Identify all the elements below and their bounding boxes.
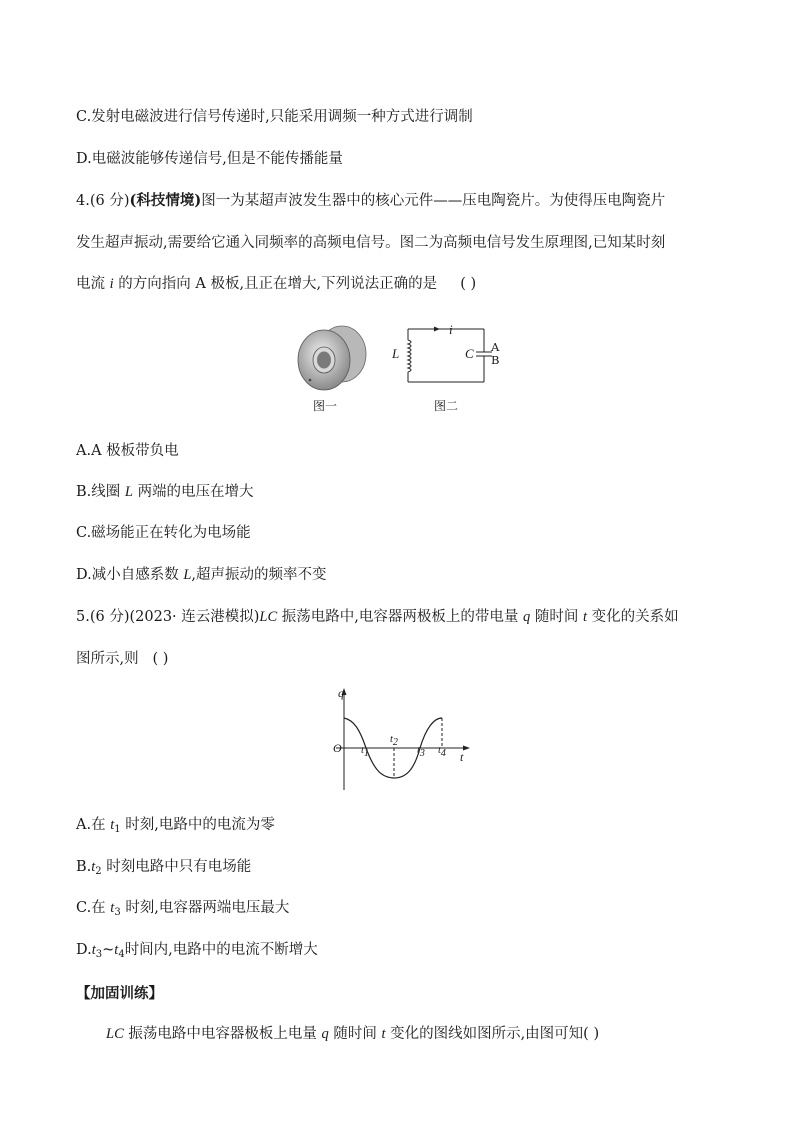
q4-tag: (科技情境): [129, 192, 202, 209]
fig1-caption: 图一: [313, 399, 338, 413]
fig2-caption: 图二: [434, 399, 459, 413]
q4-option-b: B.线圈 L 两端的电压在增大: [76, 484, 254, 500]
reinforcement-title: 【加固训练】: [76, 985, 163, 1002]
inductor-label-L: L: [392, 346, 400, 361]
current-label-i: i: [449, 322, 453, 337]
q5-option-d: $D.t_3\sim t_4$时间内,电路中的电流不断增大: [76, 942, 318, 960]
q4-option-d: D.减小自感系数 L,超声振动的频率不变: [76, 567, 327, 583]
axis-label-t: t: [460, 750, 464, 764]
q-t-graph: [326, 686, 476, 796]
plate-label-A: A: [491, 340, 500, 354]
q4-stem-line2: 发生超声振动,需要给它通入同频率的高频电信号。图二为高频电信号发生原理图,已知某时刻: [76, 235, 666, 251]
lc-circuit-diagram: [386, 320, 506, 392]
q4-number: 4.(6 分): [76, 193, 130, 209]
q4-stem-text1: 图一为某超声波发生器中的核心元件——压电陶瓷片。为使得压电陶瓷片: [201, 193, 666, 209]
capacitor-label-C: C: [465, 346, 474, 361]
q3-option-c: C.发射电磁波进行信号传递时,只能采用调频一种方式进行调制: [76, 109, 473, 125]
reinforcement-stem: LC 振荡电路中电容器极板上电量 q 随时间 t 变化的图线如图所示,由图可知( ): [106, 1026, 600, 1042]
q4-stem-line3: 电流 i 的方向指向 A 极板,且正在增大,下列说法正确的是 ( ): [76, 276, 477, 292]
axis-label-q: q: [338, 686, 344, 700]
q5-option-b: $B.t_2$ 时刻电路中只有电场能: [76, 859, 252, 877]
tick-label-t4: $t_4$: [438, 745, 446, 759]
q3-option-d: D.电磁波能够传递信号,但是不能传播能量: [76, 151, 343, 167]
q5-option-a: A.在 $t_1$ 时刻,电路中的电流为零: [76, 817, 275, 835]
tick-label-t2: $t_2$: [390, 734, 398, 748]
q5-answer-paren: ( ): [152, 651, 169, 667]
q4-stem-line1: [76, 191, 665, 211]
q5-option-c: C.在 $t_3$ 时刻,电容器两端电压最大: [76, 900, 290, 918]
q5-stem-line1: 5.(6 分)(2023· 连云港模拟)LC 振荡电路中,电容器两极板上的带电量 q 随时间 t 变化的关系如: [76, 609, 679, 625]
q5-number: 5.(6 分)(2023· 连云港模拟): [76, 609, 260, 625]
tick-label-t3: $t_3$: [417, 745, 425, 759]
tick-label-t1: $t_1$: [361, 745, 369, 759]
origin-label-O: O: [333, 741, 342, 755]
q4-option-a: A.A 极板带负电: [76, 443, 179, 459]
q4-option-c: C.磁场能正在转化为电场能: [76, 525, 251, 541]
q5-stem-line2: 图所示,则 ( ): [76, 651, 169, 667]
piezo-ceramic-image: [296, 322, 368, 392]
q4-answer-paren: ( ): [460, 276, 477, 292]
plate-label-B: B: [491, 353, 500, 367]
